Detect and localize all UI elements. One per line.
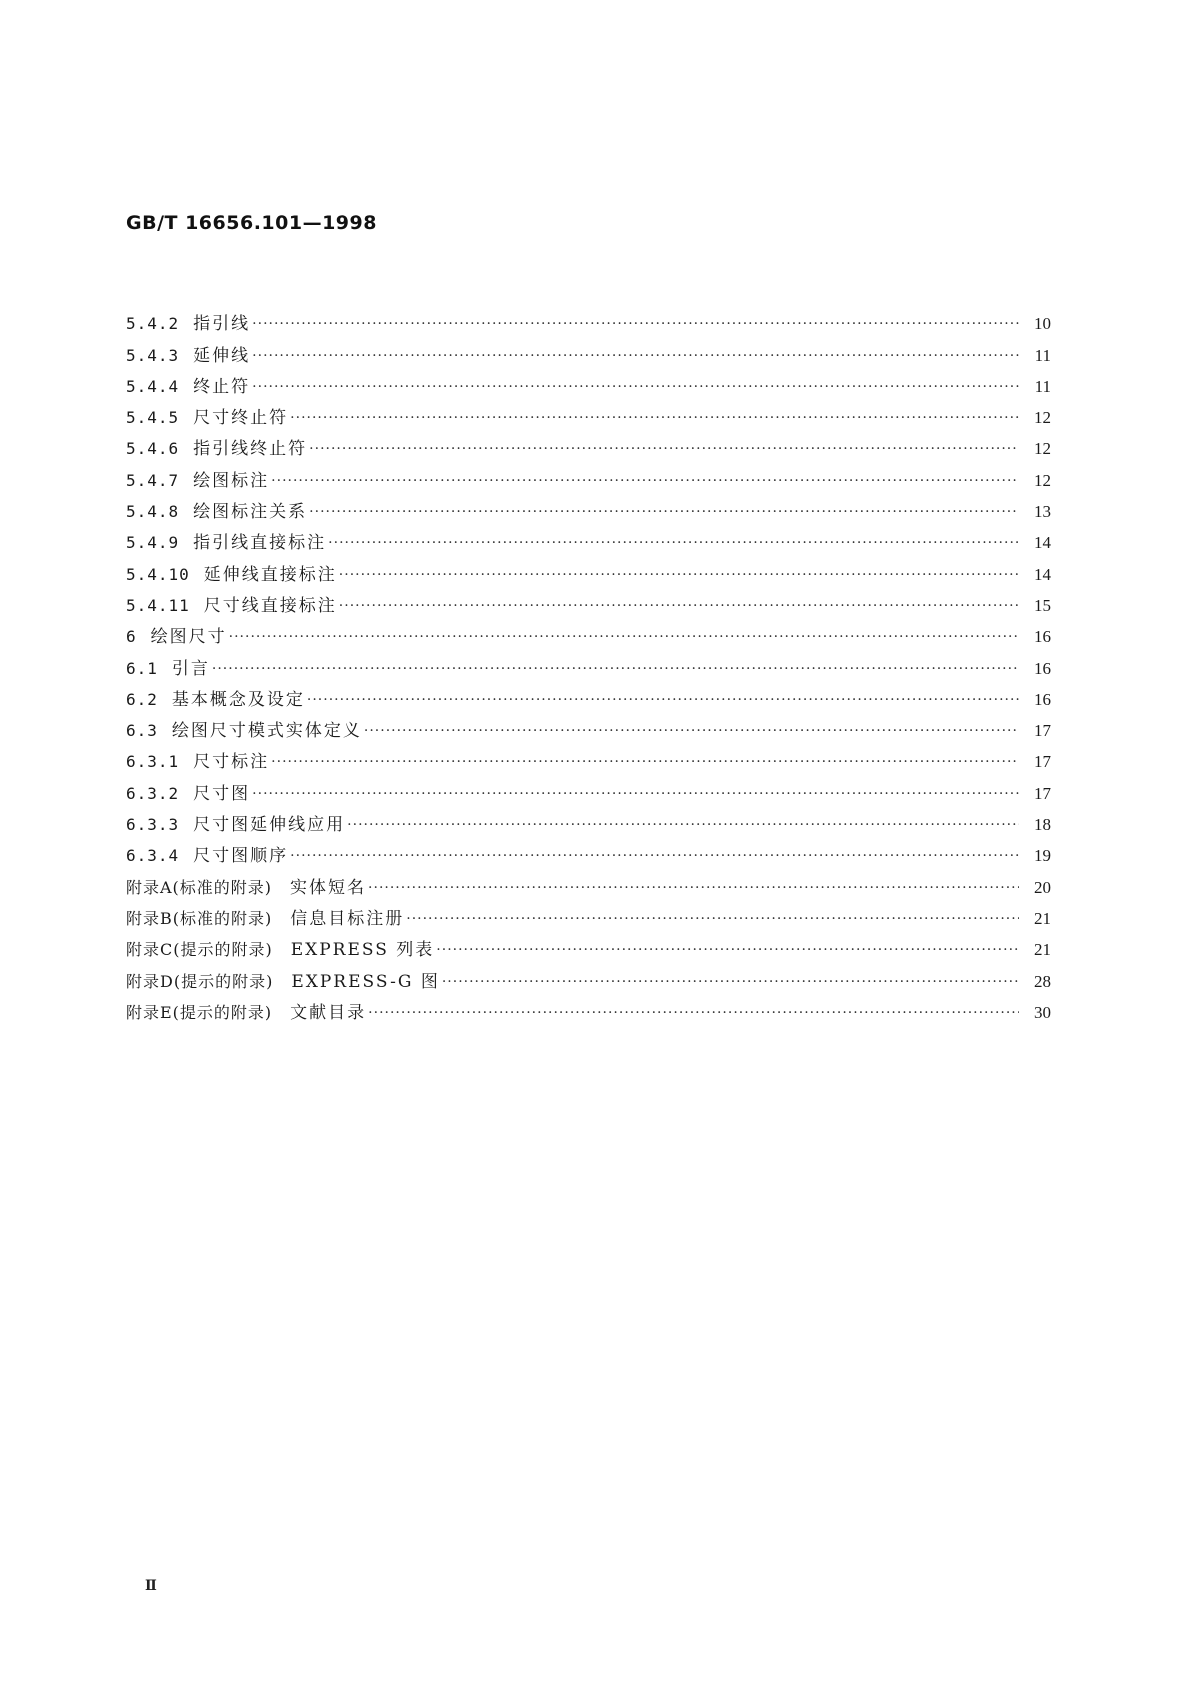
toc-dot-leader — [339, 596, 1019, 616]
toc-annex-label: 附录A(标准的附录) — [126, 877, 273, 897]
toc-entry-page: 14 — [1034, 564, 1051, 584]
toc-dot-leader — [364, 721, 1019, 741]
toc-entry-number: 5.4.3 — [126, 345, 180, 365]
toc-dot-leader — [328, 533, 1019, 553]
toc-annex-entry — [126, 866, 1051, 897]
toc-entry-page: 10 — [1034, 314, 1051, 334]
toc-entry-number: 6.3.1 — [126, 752, 180, 772]
toc-entry — [126, 835, 1051, 866]
toc-entry-title: 绘图标注关系 — [193, 502, 308, 523]
toc-entry-title: 文献目录 — [290, 1002, 367, 1023]
toc-entry-title: 指引线 — [193, 314, 251, 335]
toc-entry-number: 6.3.3 — [126, 815, 180, 835]
document-id-header: GB/T 16656.101—1998 — [126, 212, 377, 234]
toc-entry-page: 20 — [1034, 877, 1051, 897]
toc-entry — [126, 522, 1051, 553]
toc-entry-title: EXPRESS 列表 — [290, 940, 435, 961]
toc-entry — [126, 741, 1051, 772]
toc-annex-entry — [126, 992, 1051, 1023]
toc-annex-label: 附录E(提示的附录) — [126, 1002, 273, 1022]
toc-entry — [126, 647, 1051, 678]
toc-entry — [126, 334, 1051, 365]
toc-dot-leader — [271, 471, 1019, 491]
toc-entry-title: 尺寸线直接标注 — [203, 595, 337, 616]
toc-entry-page: 11 — [1034, 376, 1051, 396]
toc-dot-leader — [339, 565, 1019, 585]
toc-entry-number: 5.4.9 — [126, 533, 180, 553]
toc-dot-leader — [212, 659, 1019, 679]
toc-entry-page: 21 — [1034, 908, 1051, 928]
toc-entry-page: 14 — [1034, 533, 1051, 553]
toc-entry-number: 5.4.6 — [126, 439, 180, 459]
toc-dot-leader — [290, 408, 1019, 428]
toc-annex-entry — [126, 929, 1051, 960]
toc-entry-title: 终止符 — [193, 376, 251, 397]
toc-annex-label: 附录C(提示的附录) — [126, 940, 273, 960]
toc-entry-title: 尺寸图 — [193, 783, 251, 804]
toc-entry-title: 尺寸终止符 — [193, 408, 289, 429]
toc-entry-number: 6.3.2 — [126, 783, 180, 803]
toc-entry-number: 6.3 — [126, 721, 158, 741]
toc-entry-title: 绘图标注 — [193, 470, 270, 491]
toc-dot-leader — [309, 439, 1019, 459]
table-of-contents — [126, 303, 1051, 1023]
toc-entry-title: 指引线直接标注 — [193, 533, 327, 554]
toc-entry — [126, 772, 1051, 803]
toc-entry-title: 引言 — [171, 658, 210, 679]
toc-entry-page: 16 — [1034, 627, 1051, 647]
toc-entry — [126, 804, 1051, 835]
page-number-roman: Ⅱ — [145, 1579, 157, 1594]
toc-entry-page: 13 — [1034, 502, 1051, 522]
toc-entry-title: 基本概念及设定 — [171, 689, 305, 710]
toc-dot-leader — [436, 940, 1019, 960]
toc-entry-number: 6.2 — [126, 689, 158, 709]
toc-entry — [126, 459, 1051, 490]
toc-entry-number: 5.4.7 — [126, 470, 180, 490]
toc-dot-leader — [309, 502, 1019, 522]
toc-dot-leader — [307, 690, 1019, 710]
toc-dot-leader — [368, 1003, 1019, 1023]
toc-entry-number: 5.4.5 — [126, 408, 180, 428]
toc-entry-page: 11 — [1034, 345, 1051, 365]
toc-entry-title: 尺寸标注 — [193, 752, 270, 773]
toc-annex-label: 附录D(提示的附录) — [126, 971, 274, 991]
toc-entry-page: 30 — [1034, 1002, 1051, 1022]
toc-entry-title: 延伸线直接标注 — [203, 564, 337, 585]
toc-entry — [126, 679, 1051, 710]
toc-entry-page: 16 — [1034, 689, 1051, 709]
toc-entry-page: 28 — [1034, 971, 1051, 991]
toc-annex-entry — [126, 960, 1051, 991]
toc-dot-leader — [347, 815, 1019, 835]
toc-entry-title: EXPRESS-G 图 — [291, 971, 440, 992]
toc-entry-title: 尺寸图延伸线应用 — [193, 815, 346, 836]
toc-entry-page: 12 — [1034, 439, 1051, 459]
toc-entry — [126, 366, 1051, 397]
toc-entry-page: 16 — [1034, 658, 1051, 678]
toc-entry — [126, 303, 1051, 334]
toc-dot-leader — [290, 846, 1019, 866]
toc-entry-number: 5.4.2 — [126, 314, 180, 334]
toc-entry-page: 19 — [1034, 846, 1051, 866]
toc-entry-page: 17 — [1034, 721, 1051, 741]
toc-entry — [126, 553, 1051, 584]
toc-entry-title: 信息目标注册 — [290, 908, 405, 929]
toc-dot-leader — [252, 346, 1019, 366]
toc-entry-title: 绘图尺寸模式实体定义 — [171, 721, 362, 742]
toc-entry-page: 21 — [1034, 940, 1051, 960]
toc-dot-leader — [271, 752, 1019, 772]
toc-dot-leader — [442, 972, 1019, 992]
toc-entry-number: 6.1 — [126, 658, 158, 678]
toc-annex-entry — [126, 898, 1051, 929]
toc-entry — [126, 710, 1051, 741]
toc-entry-number: 6 — [126, 627, 137, 647]
toc-entry — [126, 491, 1051, 522]
toc-annex-label: 附录B(标准的附录) — [126, 908, 273, 928]
toc-entry-number: 5.4.10 — [126, 564, 190, 584]
toc-dot-leader — [252, 784, 1019, 804]
toc-dot-leader — [368, 878, 1019, 898]
toc-entry-title: 指引线终止符 — [193, 439, 308, 460]
toc-entry-title: 延伸线 — [193, 345, 251, 366]
toc-entry-title: 实体短名 — [290, 877, 367, 898]
toc-dot-leader — [252, 314, 1019, 334]
toc-entry-number: 5.4.11 — [126, 595, 190, 615]
toc-entry-page: 12 — [1034, 470, 1051, 490]
toc-entry-title: 尺寸图顺序 — [193, 846, 289, 867]
toc-entry-number: 6.3.4 — [126, 846, 180, 866]
toc-entry-page: 17 — [1034, 783, 1051, 803]
toc-dot-leader — [406, 909, 1019, 929]
toc-dot-leader — [229, 627, 1019, 647]
toc-entry-title: 绘图尺寸 — [150, 627, 227, 648]
toc-entry-page: 18 — [1034, 815, 1051, 835]
toc-entry-page: 12 — [1034, 408, 1051, 428]
toc-entry-number: 5.4.8 — [126, 502, 180, 522]
toc-entry — [126, 397, 1051, 428]
toc-entry-page: 15 — [1034, 595, 1051, 615]
toc-entry — [126, 616, 1051, 647]
toc-entry-number: 5.4.4 — [126, 376, 180, 396]
toc-entry — [126, 428, 1051, 459]
toc-dot-leader — [252, 377, 1019, 397]
toc-entry-page: 17 — [1034, 752, 1051, 772]
toc-entry — [126, 585, 1051, 616]
